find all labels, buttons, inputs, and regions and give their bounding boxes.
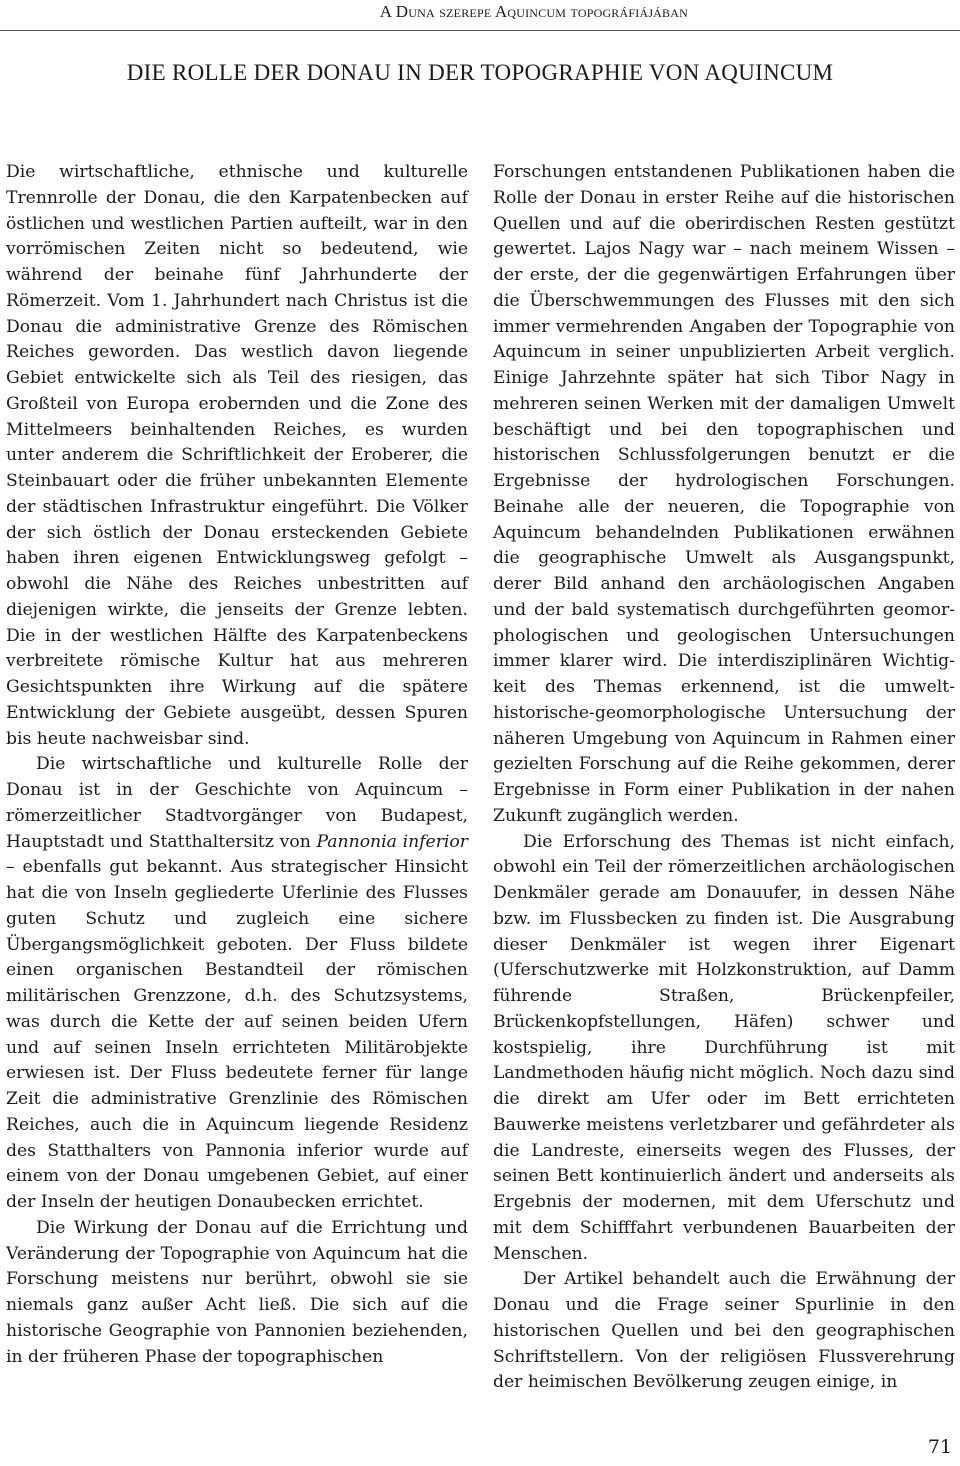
right-column xyxy=(493,160,955,1396)
left-column xyxy=(6,160,468,1370)
left-paragraph-1: Die wirtschaftliche, ethnische und kulturelle Trennrolle der Donau, die den Karpatenbecken auf östlichen und westlichen Partien aufteilt, war in den vorrömischen Zeiten nicht so bedeutend, wie während der beinahe fünf Jahrhunderte der Römerzeit. Vom 1. Jahrhundert nach Christus ist die Donau die administrative Grenze des Römischen Reiches geworden. Das westlich davon liegende Gebiet entwickelte sich als Teil des riesigen, das Großteil von Europa erobernden und die Zone des Mittelmeers beinhaltenden Reiches, es wurden unter anderem die Schriftlichkeit der Eroberer, die Steinbauart oder die früher unbekannten Elemente der städtischen Infrastruktur eingeführt. Die Völker der sich östlich der Donau ersteckenden Gebiete haben ihren eigenen Entwicklungsweg gefolgt – obwohl die Nähe des Reiches unbestritten auf diejenigen wirkte, die jenseits der Grenze lebten. Die in der westlichen Hälfte des Karpatenbeckens verbreitete römische Kultur hat aus mehreren Gesichtspunkten ihre Wirkung auf die spätere Entwicklung der Gebiete ausgeübt, dessen Spuren bis heute nachweisbar sind. xyxy=(6,162,468,749)
page-number: 71 xyxy=(927,1436,952,1458)
header-rule xyxy=(0,30,960,31)
article-title: DIE ROLLE DER DONAU IN DER TOPOGRAPHIE VON AQUINCUM xyxy=(126,60,834,85)
right-paragraph-1: Forschungen entstandenen Publikationen haben die Rolle der Donau in erster Reihe auf die historischen Quellen und auf die oberirdischen Resten gestützt gewertet. Lajos Nagy war – nach meinem Wissen – der erste, der die gegenwärtigen Erfahrungen über die Überschwemmungen des Flusses mit den sich immer vermehrenden Angaben der Topographie von Aquincum in seiner unpublizierten Arbeit verglich. Einige Jahrzehnte später hat sich Tibor Nagy in mehreren seinen Werken mit der damaligen Umwelt beschäftigt und bei den topographischen und historischen Schlussfolgerungen benutzt er die Ergebnisse der hydrologischen Forschungen. Beinahe alle der neueren, die Topographie von Aquincum behandelnden Publikationen erwähnen die geographische Umwelt als Ausgangspunkt, derer Bild anhand den archäologischen Angaben und der bald systematisch durchgeführten geomorphologischen und geologischen Untersuchungen immer klarer wird. Die interdisziplinären Wichtigkeit des Themas erkennend, ist die umwelthistorische-geomorphologische Untersuchung der näheren Umgebung von Aquincum in Rahmen einer gezielten Forschung auf die Reihe gekommen, derer Ergebnisse in Form einer Publikation in der nahen Zukunft zugänglich werden. xyxy=(493,162,955,826)
right-paragraph-3: Der Artikel behandelt auch die Erwähnung der Donau und die Frage seiner Spurlinie in den historischen Quellen und bei den geographischen Schriftstellern. Von der religiösen Flussverehrung der heimischen Bevölkerung zeugen einige, in xyxy=(493,1269,955,1393)
left-paragraph-2 xyxy=(6,752,468,1216)
left-paragraph-2-italic: Pannonia inferior xyxy=(316,831,468,852)
right-paragraph-2: Die Erforschung des Themas ist nicht einfach, obwohl ein Teil der römerzeitlichen archäologischen Denkmäler gerade am Donauufer, in dessen Nähe bzw. im Flussbecken zu finden ist. Die Ausgrabung dieser Denkmäler ist wegen ihrer Eigenart (Uferschutzwerke mit Holzkonstruktion, auf Damm führende Straßen, Brückenpfeiler, Brückenkopfstellungen, Häfen) schwer und kostspielig, ihre Durchführung ist mit Landmethoden häufig nicht möglich. Noch dazu sind die direkt am Ufer oder im Bett errichteten Bauwerke meistens verletzbarer und gefährdeter als die Landreste, einerseits wegen des Flusses, der seinen Bett kontinuierlich ändert und anderseits als Ergebnis der modernen, mit dem Uferschutz und mit dem Schifffahrt verbundenen Bauarbeiten der Menschen. xyxy=(493,831,955,1264)
running-header: A Duna szerepe Aquincum topográfiájában xyxy=(379,2,688,21)
left-paragraph-3: Die Wirkung der Donau auf die Errichtung und Veränderung der Topographie von Aquincum hat die Forschung meistens nur berührt, obwohl sie sie niemals ganz außer Acht ließ. Die sich auf die historische Geographie von Pannonien beziehenden, in der früheren Phase der topographischen xyxy=(6,1217,468,1367)
left-paragraph-2-text-a: Die wirtschaftliche und kulturelle Rolle der Donau ist in der Geschichte von Aquincum – römerzeitlicher Stadtvorgänger von Budapest, Hauptstadt und Statthaltersitz von xyxy=(6,754,468,852)
left-paragraph-2-text-b: – ebenfalls gut bekannt. Aus strategischer Hinsicht hat die von Inseln gegliederte Uferlinie des Flusses guten Schutz und zugleich eine sichere Übergangsmöglichkeit geboten. Der Fluss bildete einen organischen Bestandteil der römischen militärischen Grenzzone, d.h. des Schutzsystems, was durch die Kette der auf seinen beiden Ufern und auf seinen Inseln errichteten Militärobjekte erwiesen ist. Der Fluss bedeutete ferner für lange Zeit die administrative Grenzlinie des Römischen Reiches, auch die in Aquincum liegende Residenz des Statthalters von Pannonia inferior wurde auf einem von der Donau umgebenen Gebiet, auf einer der Inseln der heutigen Donaubecken errichtet. xyxy=(6,857,468,1212)
